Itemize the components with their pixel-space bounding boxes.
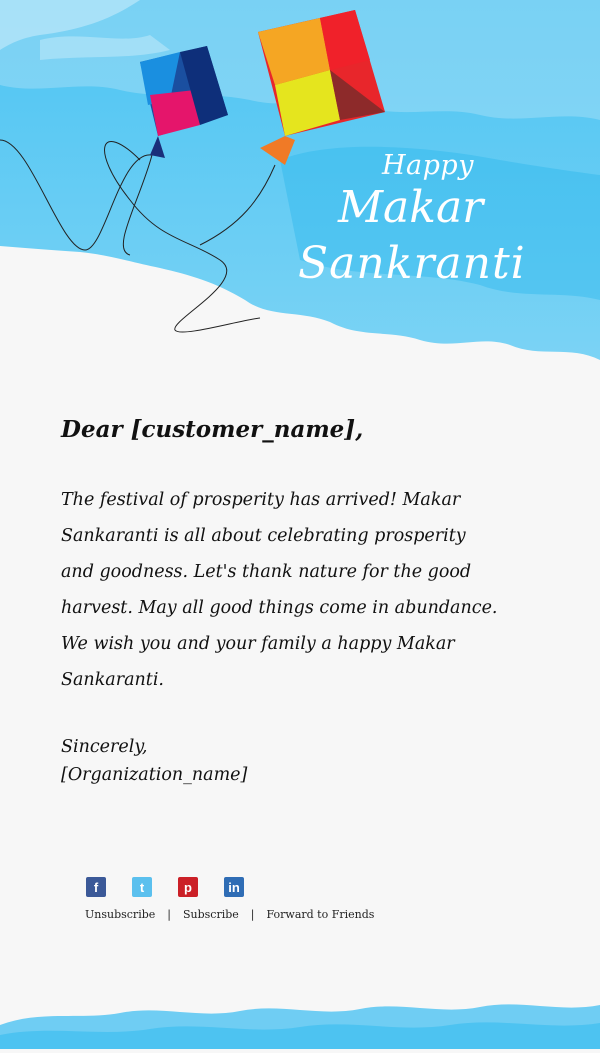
forward-link[interactable]: Forward to Friends	[266, 908, 375, 921]
separator: |	[250, 908, 255, 921]
linkedin-icon[interactable]	[224, 877, 244, 897]
watercolor-sky	[0, 0, 600, 380]
title-makar: Makar	[338, 182, 484, 233]
hero-banner	[0, 0, 600, 380]
pinterest-icon[interactable]	[178, 877, 198, 897]
title-happy: Happy	[382, 150, 474, 181]
signoff	[61, 733, 247, 789]
facebook-icon[interactable]	[86, 877, 106, 897]
greeting: Dear [customer_name],	[61, 416, 364, 443]
social-links	[86, 877, 244, 897]
subscribe-link[interactable]: Subscribe	[182, 908, 239, 921]
linkedin-letter: in	[228, 879, 240, 895]
facebook-letter: f	[93, 879, 99, 895]
separator: |	[167, 908, 171, 921]
twitter-letter: t	[139, 879, 145, 895]
title-sankranti: Sankranti	[298, 238, 526, 289]
twitter-icon[interactable]	[132, 877, 152, 897]
signoff-text: Sincerely,	[61, 737, 148, 757]
bottom-watercolor	[0, 985, 600, 1049]
pinterest-letter: p	[184, 879, 192, 895]
unsubscribe-link[interactable]: Unsubscribe	[85, 908, 156, 921]
organization-name: [Organization_name]	[61, 765, 248, 785]
message-body: The festival of prosperity has arrived! Makar Sankaranti is all about celebrating prosperity and goodness. Let's thank nature for the good harvest. May all good things come in abundance. We wish you and your family a happy Makar Sankaranti.	[61, 490, 498, 690]
footer-links	[85, 908, 374, 921]
